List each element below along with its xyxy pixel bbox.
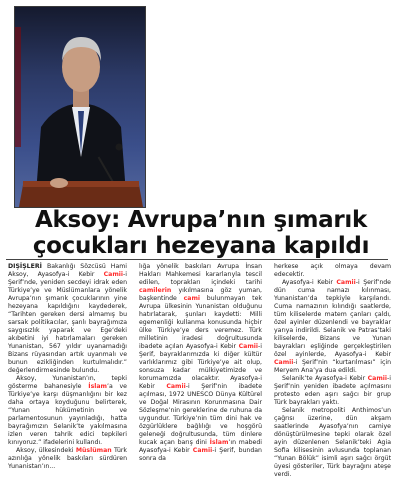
highlighted-keyword: Müslüman (75, 447, 112, 454)
headline-rule (6, 259, 388, 260)
article-paragraph (8, 263, 127, 375)
article-paragraph (274, 407, 391, 479)
article-paragraph (139, 263, 262, 463)
article-text: yıkılmasına göz yuman, başkentinde (139, 287, 262, 302)
article-paragraph (274, 375, 391, 407)
article-text: -i Şerif, bundan sonra da (139, 447, 262, 462)
highlighted-keyword: İslam (88, 383, 107, 390)
article-text: -i Şerif’nin yeniden ibadete açılmasını protesto eden aşırı sağcı bir grup Türk bayrakları yaktı. (274, 375, 391, 406)
headline-line-2: çocukları hezeyana kapıldı (32, 233, 370, 259)
article-text: Aksoy, ülkesindeki (16, 447, 76, 454)
article-columns (8, 263, 392, 478)
highlighted-keyword: cami (183, 295, 201, 302)
article-column-2 (139, 263, 262, 463)
article-lead-word: DIŞİŞLERİ (8, 263, 42, 270)
article-text: lığa yönelik baskıları Avrupa İnsan Hakları Mahkemesi kararlarıyla tescil edilen, toprakları içindeki tarihi (139, 263, 262, 286)
article-paragraph (274, 263, 391, 279)
article-text: Türk azınlığa yönelik baskıları sürdüren Yunanistan’ın... (8, 447, 127, 470)
highlighted-keyword: Camii (274, 359, 294, 366)
spokesman-photo (14, 6, 146, 208)
article-text: -i Şerif, bayraklarımızda ki diğer kültür varlıklarımız gibi Türkiye’ye ait olup, sonsuza kadar mülkiyetimizde ve korumamızda olacaktır. Ayasofya-i Kebir (139, 343, 262, 390)
headline-line-1: Aksoy: Avrupa’nın şımarık (35, 207, 367, 233)
highlighted-keyword: camilerin (139, 287, 172, 294)
headline (8, 207, 394, 259)
article-text: Ayasofya-i Kebir (282, 279, 337, 286)
article-text: Aksoy, Yunanistan’ın, tepki gösterme bahanesiyle (8, 375, 127, 390)
article-column-1 (8, 263, 127, 471)
highlighted-keyword: Camii (192, 447, 213, 454)
article-text: -i Şerif’nin ibadete açılması, 1972 UNESCO Dünya Kültürel ve Doğal Mirasının Korunmasına Dair Sözleşme’nin gereklerine de ruhuna da uygundur. Türkiye’nin tüm dini hak ve özgürlüklere bağlılığı ve hoşgörü geleneği doğrultusunda, tüm dinlere kucak açan barış dini (139, 383, 262, 446)
article-text: Selanik’te Ayasofya-i Kebir (282, 375, 368, 382)
highlighted-keyword: Camii (367, 375, 388, 382)
article-text: ’ın mabedi Ayasofya-i Kebir (139, 439, 263, 454)
highlighted-keyword: İslam (209, 439, 229, 446)
article-text: -i Şerif’nde dün cuma namazı kılınması, Yunanistan’da tepkiyle karşılandı. Cuma namazının kılındığı saatlerde, tüm kiliselerde matem çanları çaldı, özel ayinler düzenlendi ve bayraklar yarıya indirildi. Selanik ve Patras’taki kiliselerde, Bizans ve Yunan bayrakları eşliğinde gerçekleştirilen özel ayinlerde, Ayasofya-i Kebir (274, 279, 391, 358)
article-text: -i Şerif’nde, yeniden secdeyi idrak eden Türkiye’ye ve Müslümanlara yönelik Avrupa’nın şımarık çocuklarının yine hezeyana kapıldığını kaydederek, “Tarihten gereken dersi almamış bu sarsak politikacılar, şanlı bayrağımıza saygısızlık yaparak ve Ege’deki akıbetini iyi hatırlamaları gereken Yunanistan, 567 yıldır uyanamadığı Bizans rüyasından artık uyanmalı ve bunun ezikliğinden kurtulmalıdır.” değerlendirmesinde bulundu. (8, 271, 127, 374)
highlighted-keyword: Camii (103, 271, 124, 278)
article-paragraph (8, 447, 127, 471)
highlighted-keyword: Camii (238, 343, 259, 350)
article-text: herkese açık olmaya devam edecektir. (274, 263, 391, 278)
article-paragraph (8, 375, 127, 447)
highlighted-keyword: Camii (336, 279, 356, 286)
article-text: ’a ve Türkiye’ye karşı düşmanlığını bir kez daha ortaya koyduğunu belirterek, “Yunan hükümetinin ve parlamentosunun yayınladığı, hatta bayrağımızın Selanik’te yakılmasına izlen veren tahrik edici tepkileri kınıyoruz.” ifadelerini kullandı. (8, 383, 127, 446)
article-text: Bakanlığı Sözcüsü Hami Aksoy, Ayasofya-i Kebir (8, 263, 127, 278)
article-text: bulunmayan tek Avrupa ülkesinin Yunanistan olduğunu hatırlatarak, şunları kaydetti: Milli egemenliği kullanma konusunda hiçbir ülke Türkiye’ye ders veremez. Türk milletinin iradesi doğrultusunda ibadete açılan Ayasofya-i Kebir (139, 295, 262, 350)
speaker-at-podium-illustration (15, 7, 145, 207)
highlighted-keyword: Camii (166, 383, 186, 390)
article-text: -i Şerif’nin “kurtarılması” için Meryem Ana’ya dua edildi. (274, 359, 391, 374)
article-paragraph (274, 279, 391, 375)
article-text: Selanik metropoliti Anthimos’un çağrısı üzerine, dün akşam saatlerinde Ayasofya’nın camiye dönüştürülmesine tepki olarak özel ayin düzenlenen Selanik’teki Agia Sofia kilisesinin avlusunda toplanan “Yunan Bölük” isimli aşırı sağcı örgüt üyesi gösteriler, Türk bayrağını ateşe verdi. (274, 407, 391, 478)
